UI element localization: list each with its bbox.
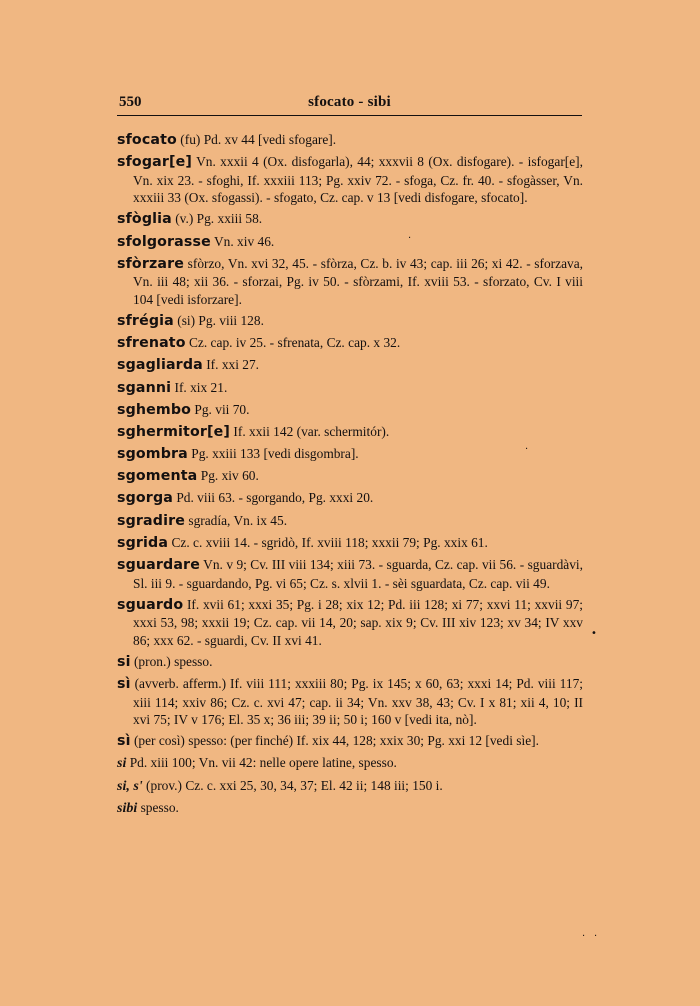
dictionary-entry xyxy=(117,210,583,229)
margin-dot: . xyxy=(594,928,598,939)
entry-headword: sghermitor[e] xyxy=(117,423,231,440)
entry-headword: si xyxy=(117,756,127,772)
entry-references: (avverb. afferm.) If. viii 111; xxxiii 80; Pg. ix 145; x 60, 63; xxxi 14; Pd. viii 117; xiii 114; xxiv 86; Cz. c. xvi 47; cap. ii 34; Vn. xxv 38, 43; Cv. I x 81; xii 4, 10; II xvi 75; IV v 176; El. 35 x; 36 iii; 39 ii; 50 i; 160 v [vedi ita, nò]. xyxy=(130,676,583,728)
dictionary-entry xyxy=(117,467,583,486)
entry-references: If. xix 21. xyxy=(171,379,228,395)
page-number: 550 xyxy=(119,94,142,110)
entry-references: If. xxi 27. xyxy=(202,357,260,373)
entry-references: (fu) Pd. xv 44 [vedi sfogare]. xyxy=(176,132,337,147)
entry-references: Cz. cap. iv 25. - sfrenata, Cz. cap. x 32. xyxy=(185,335,401,351)
entry-references: If. xvii 61; xxxi 35; Pg. i 28; xix 12; Pd. iii 128; xi 77; xxvi 11; xxvii 97; xxxi 53, 98; xxxii 19; Cz. cap. vii 14, 20; sap. xix 9; Cv. III xiv 123; xv 34; IV xxv 86; xxx 62. - sguardi, Cv. II xvi 41. xyxy=(133,596,583,648)
dictionary-entry xyxy=(117,131,583,150)
entry-references: Vn. xiv 46. xyxy=(210,233,275,249)
entry-headword: sibi xyxy=(117,800,138,816)
entry-headword: sgombra xyxy=(117,446,188,463)
entry-references: Pg. vii 70. xyxy=(191,401,250,417)
entry-references: (prov.) Cz. c. xxi 25, 30, 34, 37; El. 42 ii; 148 iii; 150 i. xyxy=(142,777,443,793)
dictionary-entry xyxy=(117,732,583,751)
entry-headword: sganni xyxy=(117,379,172,396)
dictionary-entry xyxy=(117,230,583,252)
entry-headword: si, s' xyxy=(117,778,143,794)
dictionary-entry xyxy=(117,512,583,531)
margin-dot: . xyxy=(525,441,529,452)
entry-headword: sghembo xyxy=(117,401,192,418)
dictionary-entry xyxy=(117,423,583,442)
entry-headword: sguardare xyxy=(117,557,200,573)
entry-references: spesso. xyxy=(137,799,179,815)
entry-headword: sì xyxy=(117,676,131,693)
dictionary-entry xyxy=(117,255,583,309)
entry-headword: sfòrzare xyxy=(117,255,185,272)
dictionary-entry xyxy=(117,445,583,464)
entry-headword: sgomenta xyxy=(117,468,198,485)
entry-references: (pron.) spesso. xyxy=(130,653,213,669)
dictionary-entry xyxy=(117,754,583,773)
entry-headword: sfocato xyxy=(117,132,177,148)
entry-references: Pg. xiv 60. xyxy=(197,468,259,484)
entry-references: If. xxii 142 (var. schermitór). xyxy=(230,423,390,439)
entry-references: Pd. viii 63. - sgorgando, Pg. xxxi 20. xyxy=(172,490,374,506)
header-rule xyxy=(117,115,582,116)
margin-dot: . xyxy=(582,928,586,939)
dictionary-entry xyxy=(117,312,583,331)
dictionary-entry xyxy=(117,401,583,420)
dictionary-entry xyxy=(117,777,583,796)
entry-headword: sgorga xyxy=(117,490,173,507)
entry-references: Pg. xxiii 133 [vedi disgombra]. xyxy=(187,446,359,462)
entry-headword: sfogar[e] xyxy=(117,154,193,171)
dictionary-entry xyxy=(117,379,583,398)
page-header xyxy=(117,92,582,116)
entry-headword: sfòglia xyxy=(117,211,172,228)
dictionary-entries xyxy=(117,131,583,821)
entry-headword: sfolgorasse xyxy=(117,233,211,250)
entry-references: Vn. xxxii 4 (Ox. disfogarla), 44; xxxvii 8 (Ox. disfogare). - isfogar[e], Vn. xix 23. - sfoghi, If. xxxiii 113; Pg. xxiv 72. - sfoga, Cz. fr. 40. - sfogàsser, Vn. xxxiii 33 (Ox. sfogassi). - sfogato, Cz. cap. v 13 [vedi disfogare, sfocato]. xyxy=(133,154,583,206)
entry-headword: sgrida xyxy=(117,534,169,551)
entry-references: Cz. c. xviii 14. - sgridò, If. xviii 118; xxxii 79; Pg. xxix 61. xyxy=(168,534,488,550)
entry-references: (si) Pg. viii 128. xyxy=(173,312,264,328)
entry-headword: sgagliarda xyxy=(117,357,203,374)
entry-references: sfòrzo, Vn. xvi 32, 45. - sfòrza, Cz. b. iv 43; cap. iii 26; xi 42. - sforzava, Vn. iii 48; xii 36. - sforzai, Pg. iv 50. - sfòrzami, If. xviii 53. - sforzato, Cv. I viii 104 [vedi isforzare]. xyxy=(133,255,583,307)
dictionary-entry xyxy=(117,675,583,729)
entry-headword: sguardo xyxy=(117,596,184,613)
dictionary-entry xyxy=(117,356,583,375)
dictionary-entry xyxy=(117,489,583,508)
dictionary-entry xyxy=(117,556,583,592)
entry-references: Pd. xiii 100; Vn. vii 42: nelle opere latine, spesso. xyxy=(126,755,397,771)
margin-dot: • xyxy=(591,628,597,639)
dictionary-entry xyxy=(117,799,583,818)
entry-headword: sfrenato xyxy=(117,335,186,352)
entry-references: sgradía, Vn. ix 45. xyxy=(185,512,288,528)
dictionary-entry xyxy=(117,334,583,353)
dictionary-entry xyxy=(117,596,583,650)
margin-dot: . xyxy=(408,230,412,241)
running-head: sfocato - sibi xyxy=(308,94,391,110)
entry-headword: sfrégia xyxy=(117,312,174,329)
entry-headword: si xyxy=(117,653,131,670)
dictionary-entry xyxy=(117,153,583,207)
entry-references: (per così) spesso: (per finché) If. xix 44, 128; xxix 30; Pg. xxi 12 [vedi sìe]. xyxy=(130,733,539,749)
entry-headword: sgradire xyxy=(117,512,186,529)
dictionary-entry xyxy=(117,534,583,553)
entry-headword: sì xyxy=(117,733,131,750)
entry-references: Vn. v 9; Cv. III viii 134; xiii 73. - sguarda, Cz. cap. vii 56. - sguardàvi, Sl. iii 9. - sguardando, Pg. vi 65; Cz. s. xlvii 1. - sèi sguardata, Cz. cap. vii 49. xyxy=(133,557,583,591)
entry-references: (v.) Pg. xxiii 58. xyxy=(171,211,263,227)
dictionary-entry xyxy=(117,653,583,672)
